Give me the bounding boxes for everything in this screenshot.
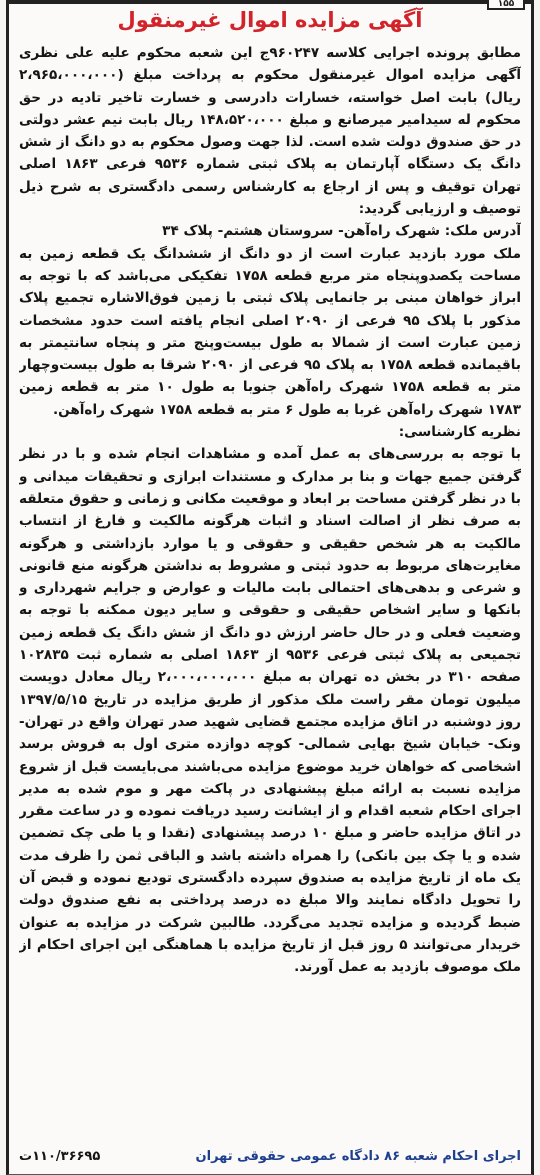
advertisement-page: [6, 0, 534, 1175]
expert-opinion-text: با توجه به بررسی‌های به عمل آمده و مشاهدات انجام شده و با در نظر گرفتن جمیع جهات و بنا بر مدارک و مستندات ابرازی و تحقیقات میدانی و با در نظر گرفتن مساحت بر ابعاد و موقعیت مکانی و زمانی و حقوق متعلقه به صرف نظر از اصالت اسناد و اثبات هرگونه مالکیت و فارغ از انتساب مالکیت به هر شخص حقیقی و حقوقی و یا موارد بازداشتی و هرگونه مغایرت‌های مربوط به حدود ثبتی و مشروط به نداشتن هرگونه منع قانونی و شرعی و بدهی‌های احتمالی بابت مالیات و عوارض و جرایم شهرداری و بانکها و سایر اشخاص حقیقی و حقوقی و سایر دیون ممکنه با توجه به وضعیت فعلی و در حال حاضر ارزش دو دانگ از شش دانگ یک قطعه زمین تجمیعی به پلاک ثبتی فرعی ۹۵۳۶ از ۱۸۶۳ اصلی به شماره ثبت ۱۰۲۸۳۵ صفحه ۳۱۰ در بخش ده تهران به مبلغ ۲،۰۰۰،۰۰۰،۰۰۰ ریال معادل دویست میلیون تومان مقر راست ملک مذکور از طریق مزایده در تاریخ ۱۳۹۷/۵/۱۵ روز دوشنبه در اتاق مزایده مجتمع قضایی شهید صدر تهران واقع در تهران- ونک- خیابان شیخ بهایی شمالی- کوچه دوازده متری اول به فروش برسد اشخاصی که خواهان خرید موضوع مزایده می‌باشند می‌بایست قبل از شروع مزایده نسبت به ارائه مبلغ پیشنهادی در پاکت مهر و موم شده به مدیر اجرای احکام شعبه اقدام و از ایشانت رسید دریافت نموده و در ساعت مقرر در اتاق مزایده حاضر و مبلغ ۱۰ درصد پیشنهادی (نقدا و یا طی چک تضمین شده و یا چک بین بانکی) را همراه داشته باشد و الباقی ثمن را ظرف مدت یک ماه از تاریخ مزایده به صندوق سپرده دادگستری تودیع نموده و قبض آن را تحویل دادگاه نمایند والا مبلغ ده درصد پرداختی به نفع صندوق دولت ضبط گردیده و مزایده تجدید می‌گردد. طالبین شرکت در مزایده به عنوان خریدار می‌توانند ۵ روز قبل از تاریخ مزایده با هماهنگی این اجرای احکام از ملک موصوف بازدید به عمل آورند.: [19, 446, 521, 976]
top-border: [9, 0, 531, 4]
notice-title: آگهی مزایده اموال غیرمنقول: [117, 8, 423, 32]
notice-footer: [19, 1144, 521, 1168]
case-paragraph: مطابق پرونده اجرایی کلاسه ۹۶۰۲۴۷ج این شعبه محکوم علیه علی نظری آگهی مزایده اموال غیرمنقول محکوم به پرداخت مبلغ (۲،۹۶۵،۰۰۰،۰۰۰ ریال) بابت اصل خواسته، خسارات دادرسی و خسارت تاخیر تادیه در حق محکوم له سیدامیر میرصانع و مبلغ ۱۴۸،۵۲۰،۰۰۰ ریال بابت نیم عشر دولتی در حق صندوق دولت شده است. لذا جهت وصول محکوم به دو دانگ از شش دانگ یک دستگاه آپارتمان به پلاک ثبتی شماره ۹۵۳۶ فرعی ۱۸۶۳ اصلی تهران توقیف و پس از ارجاع به کارشناس رسمی دادگستری به شرح ذیل توصیف و ارزیابی گردید:: [19, 45, 521, 218]
property-address: آدرس ملک: شهرک راه‌آهن- سروستان هشتم- پلاک ۳۴: [162, 223, 521, 240]
issuer-signature: اجرای احکام شعبه ۸۶ دادگاه عمومی حقوقی تهران: [195, 1148, 521, 1164]
expert-opinion-heading: نظریه کارشناسی:: [398, 424, 521, 441]
notice-code: ۱۱۰/۳۶۶۹۵ت: [19, 1148, 101, 1164]
notice-body: [19, 42, 521, 1138]
property-description: ملک مورد بازدید عبارت است از دو دانگ از ششدانگ یک قطعه زمین به مساحت یکصدوپنجاه متر مربع قطعه ۱۷۵۸ تفکیکی می‌باشد که با توجه به ابراز خواهان مبنی بر جانمایی پلاک ثبتی با زمین فوق‌الاشاره تجمیع پلاک مذکور با پلاک ۹۵ فرعی از ۲۰۹۰ اصلی انجام یافته است حدود مشخصات زمین عبارت است از شمالا به طول بیست‌وپنج متر و پنجاه سانتیمتر به باقیمانده قطعه ۱۷۵۸ به پلاک ۹۵ فرعی از ۲۰۹۰ شرقا به طول بیست‌وچهار متر به قطعه ۱۷۵۸ شهرک راه‌آهن جنوبا به طول ۱۰ متر به قطعه زمین ۱۷۸۳ شهرک راه‌آهن غربا به طول ۶ متر به قطعه ۱۷۵۸ شهرک راه‌آهن.: [19, 245, 521, 418]
page-number: ۱۵۵: [487, 0, 525, 10]
